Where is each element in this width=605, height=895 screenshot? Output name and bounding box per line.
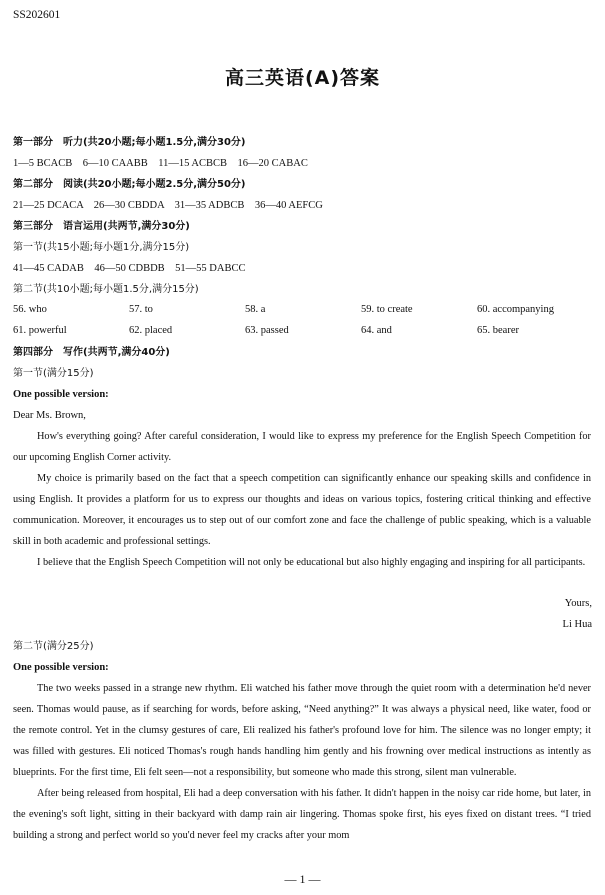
sec2-version-label: One possible version: [13,662,109,673]
part3-sec1-title: 第一节(共15小题;每小题1分,满分15分) [13,242,190,253]
part1-answers: 1—5 BCACB 6—10 CAABB 11—15 ACBCB 16—20 CABAC [13,158,308,169]
answer-56: 56. who [13,304,47,315]
answer-62: 62. placed [129,325,173,336]
answer-59: 59. to create [361,304,413,315]
story-body [13,678,591,846]
part3-sec2-title: 第二节(共10小题;每小题1.5分,满分15分) [13,284,199,295]
story-paragraph-2: After being released from hospital, Eli had a deep conversation with his father. It didn't happen in the noisy car ride home, but later, in the evening's soft light, sitting in their backyard with damp rain air lingering. Thomas spoke first, his eyes fixed on distant trees. “I tried building a strong and perfect world so you'd never feel my cracks after your mom [13,788,591,841]
answer-57: 57. to [129,304,153,315]
part3-title: 第三部分 语言运用(共两节,满分30分) [13,221,190,232]
part3-answer-row-1 [13,304,593,315]
answer-65: 65. bearer [477,325,519,336]
answer-64: 64. and [361,325,392,336]
part4-sec2-title: 第二节(满分25分) [13,641,94,652]
page-number: — 1 — [284,872,321,886]
answer-60: 60. accompanying [477,304,554,315]
page-title: 高三英语(A)答案 [224,67,381,89]
story-paragraph-1: The two weeks passed in a strange new rhythm. Eli watched his father move through the quiet room with a determination he'd never seen. Thomas would pause, as if searching for words, before asking, “Need anything?” It was always a physical need, like water, food or the remote control. Yet in the clumsy gestures of care, Eli realized his father's profound love for him. The silence was no longer empty; it was filled with gestures. Eli noticed Thomas's rough hands handling him gently and his frowning over medical instructions as intently as blueprints. For the first time, Eli felt seen—not a responsibility, but someone who made this strong, silent man vulnerable. [13,683,591,778]
letter-paragraph-3: I believe that the English Speech Competition will not only be educational but also highly engaging and inspiring for all participants. [37,557,586,568]
part3-sec1-answers: 41—45 CADAB 46—50 CDBDB 51—55 DABCC [13,263,246,274]
letter-signature: Li Hua [562,619,592,630]
letter-closing: Yours, [564,598,592,609]
sec1-version-label: One possible version: [13,389,109,400]
part4-title: 第四部分 写作(共两节,满分40分) [13,347,170,358]
part1-title: 第一部分 听力(共20小题;每小题1.5分,满分30分) [13,137,246,148]
part3-answer-row-2 [13,325,593,336]
part2-answers: 21—25 DCACA 26—30 CBDDA 31—35 ADBCB 36—40 AEFCG [13,200,323,211]
part2-title: 第二部分 阅读(共20小题;每小题2.5分,满分50分) [13,179,246,190]
letter-paragraph-2: My choice is primarily based on the fact that a speech competition can significantly enhance our speaking skills and confidence in using English. It provides a platform for us to express our thoughts and ideas on various topics, fostering critical thinking and effective communication. Moreover, it encourages us to step out of our comfort zone and face the challenge of public speaking, which is a valuable skill in both academic and professional settings. [13,473,591,547]
part4-sec1-title: 第一节(满分15分) [13,368,94,379]
letter-body [13,426,591,573]
letter-paragraph-1: How's everything going? After careful consideration, I would like to express my preference for the English Speech Competition for our upcoming English Corner activity. [13,431,591,463]
answer-58: 58. a [245,304,266,315]
document-code: SS202601 [13,9,61,21]
letter-greeting: Dear Ms. Brown, [13,410,86,421]
answer-61: 61. powerful [13,325,67,336]
answer-63: 63. passed [245,325,289,336]
